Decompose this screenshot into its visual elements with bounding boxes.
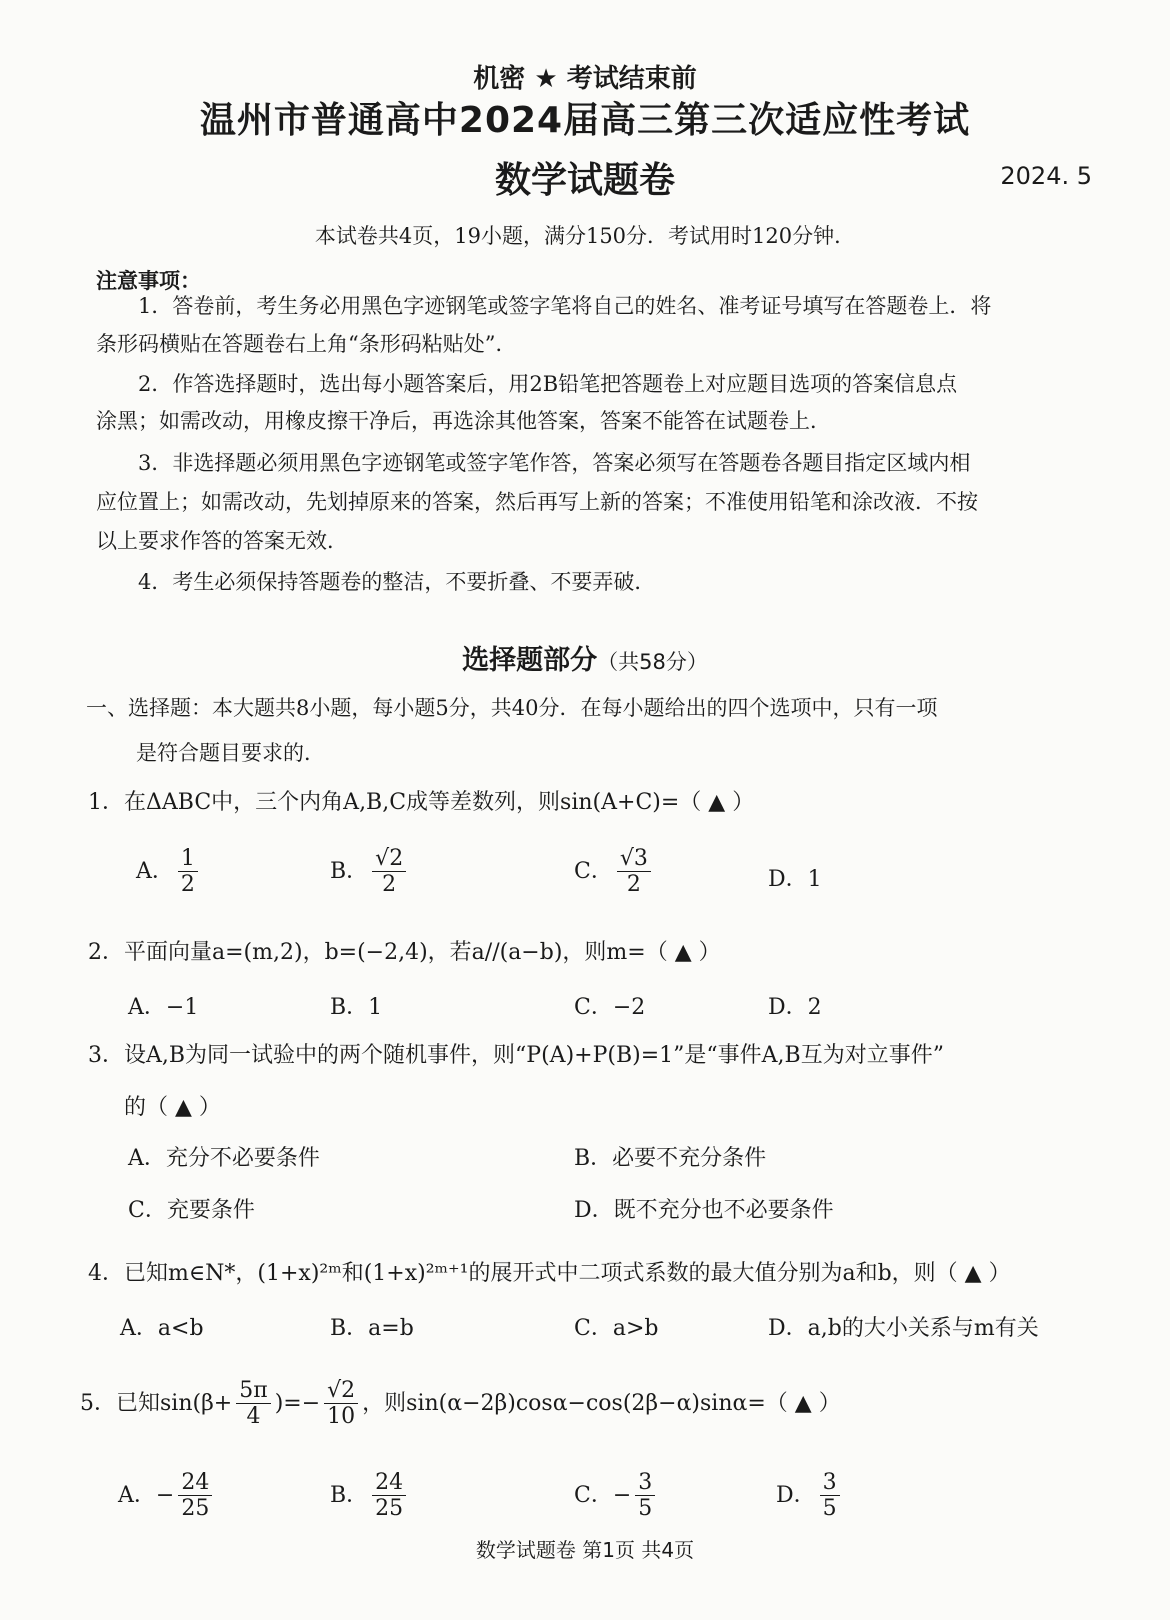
fraction-denominator: 10 — [327, 1404, 356, 1430]
fraction-numerator: √3 — [617, 846, 651, 872]
fraction-numerator: 5π — [236, 1378, 270, 1404]
notice-line: 2．作答选择题时，选出每小题答案后，用2B铅笔把答题卷上对应题目选项的答案信息点 — [138, 372, 958, 396]
section-intro: 是符合题目要求的． — [136, 741, 325, 765]
fraction-numerator: 1 — [178, 846, 198, 872]
fraction-denominator: 5 — [638, 1496, 653, 1522]
option-b — [330, 1470, 410, 1522]
option-a — [118, 1470, 216, 1522]
option-c: C．a>b — [574, 1316, 659, 1341]
option-label: C． — [574, 858, 613, 884]
notice-line: 3．非选择题必须用黑色字迹钢笔或签字笔作答，答案必须写在答题卷各题目指定区域内相 — [138, 451, 971, 475]
page-footer: 数学试题卷 第1页 共4页 — [475, 1538, 695, 1562]
option-label: A．− — [118, 1482, 175, 1508]
option-label: C．− — [574, 1482, 632, 1508]
section-title-text: 选择题部分 — [462, 645, 598, 676]
option-b: B．必要不充分条件 — [574, 1146, 767, 1171]
option-a: A．充分不必要条件 — [128, 1146, 320, 1171]
fraction-numerator: √2 — [324, 1378, 358, 1404]
option-c: C．充要条件 — [128, 1198, 255, 1223]
fraction-denominator: 2 — [382, 872, 397, 898]
fraction-denominator: 2 — [180, 872, 195, 898]
option-c: C．−2 — [574, 995, 646, 1020]
exam-subtitle: 数学试题卷 — [494, 160, 675, 201]
option-a — [136, 846, 202, 898]
notice-line: 条形码横贴在答题卷右上角“条形码粘贴处”． — [96, 332, 517, 356]
section-title — [0, 638, 1170, 677]
option-c — [574, 1470, 659, 1522]
section-intro: 一、选择题：本大题共8小题，每小题5分，共40分．在每小题给出的四个选项中，只有一项 — [86, 696, 938, 720]
option-d — [776, 1470, 844, 1522]
option-d: D．a,b的大小关系与m有关 — [768, 1316, 1039, 1341]
secret-label: 机密 ★ 考试结束前 — [473, 64, 697, 94]
fraction-numerator: 24 — [372, 1470, 406, 1496]
question-stem: 4．已知m∈N*，(1+x)²ᵐ和(1+x)²ᵐ⁺¹的展开式中二项式系数的最大值分别为a和b，则（ ▲ ） — [88, 1261, 1011, 1286]
fraction-denominator: 5 — [822, 1496, 837, 1522]
notice-line: 4．考生必须保持答题卷的整洁，不要折叠、不要弄破． — [138, 570, 656, 594]
notice-line: 涂黑；如需改动，用橡皮擦干净后，再选涂其他答案，答案不能答在试题卷上． — [96, 409, 831, 433]
fraction-numerator: 24 — [178, 1470, 212, 1496]
notice-line: 以上要求作答的答案无效． — [96, 529, 348, 553]
fraction-denominator: 25 — [375, 1496, 404, 1522]
notice-line: 1．答卷前，考生务必用黑色字迹钢笔或签字笔将自己的姓名、准考证号填写在答题卷上．将 — [138, 294, 992, 318]
option-d: D．既不充分也不必要条件 — [574, 1198, 834, 1223]
question-stem — [80, 1378, 841, 1430]
exam-title: 温州市普通高中2024届高三第三次适应性考试 — [199, 100, 971, 141]
section-score: （共58分） — [597, 650, 708, 674]
notice-line: 应位置上；如需改动，先划掉原来的答案，然后再写上新的答案；不准使用铅笔和涂改液．不按 — [96, 490, 978, 514]
notice-heading: 注意事项： — [96, 269, 201, 293]
fraction-numerator: √2 — [372, 846, 406, 872]
option-label: B． — [330, 858, 369, 884]
option-label: D． — [776, 1482, 816, 1508]
option-label: B． — [330, 1482, 369, 1508]
question-stem: 3．设A,B为同一试验中的两个随机事件，则“P(A)+P(B)=1”是“事件A,B互为对立事件” — [88, 1043, 944, 1068]
fraction-denominator: 4 — [246, 1404, 261, 1430]
option-c — [574, 846, 655, 898]
option-b — [330, 846, 410, 898]
stem-part: 5．已知sin(β+ — [80, 1390, 233, 1416]
option-d: D．1 — [768, 867, 822, 892]
fraction-denominator: 25 — [181, 1496, 210, 1522]
question-stem: 1．在ΔABC中，三个内角A,B,C成等差数列，则sin(A+C)=（ ▲ ） — [88, 790, 755, 815]
option-a: A．−1 — [128, 995, 199, 1020]
question-stem-cont: 的（ ▲ ） — [124, 1095, 221, 1120]
fraction-denominator: 2 — [626, 872, 641, 898]
fraction-numerator: 3 — [820, 1470, 840, 1496]
option-a: A．a<b — [120, 1316, 204, 1341]
stem-part: ，则sin(α−2β)cosα−cos(2β−α)sinα=（ ▲ ） — [362, 1390, 841, 1416]
stem-part: )=− — [274, 1390, 321, 1416]
question-stem: 2．平面向量a=(m,2)，b=(−2,4)，若a//(a−b)，则m=（ ▲ ） — [88, 940, 721, 965]
option-d: D．2 — [768, 995, 822, 1020]
fraction-numerator: 3 — [635, 1470, 655, 1496]
option-b: B．a=b — [330, 1316, 414, 1341]
exam-summary: 本试卷共4页，19小题，满分150分．考试用时120分钟． — [314, 224, 856, 248]
option-b: B．1 — [330, 995, 383, 1020]
exam-date: 2024. 5 — [1000, 162, 1092, 190]
option-label: A． — [136, 858, 174, 884]
